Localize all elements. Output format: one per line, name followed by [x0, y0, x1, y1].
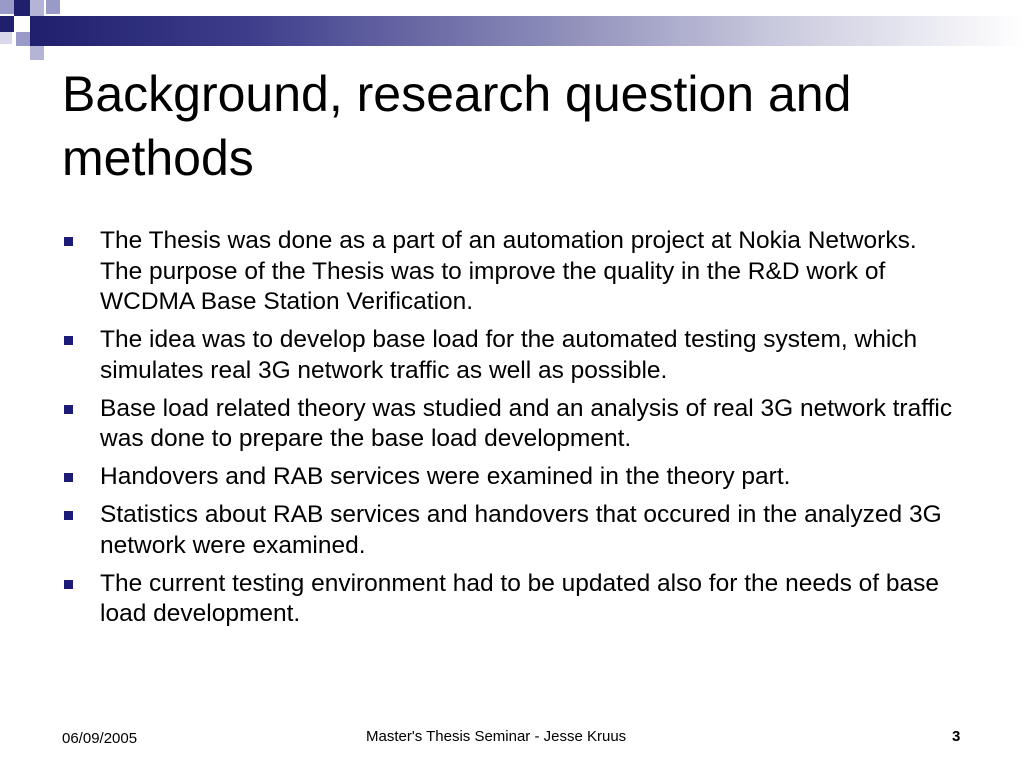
bullet-text: The idea was to develop base load for the automated testing system, which simulates real 3G network traffic as well as possible. [100, 326, 918, 384]
decor-square [14, 0, 30, 16]
square-bullet-icon [64, 237, 73, 246]
square-bullet-icon [64, 405, 73, 414]
bullet-list [62, 226, 962, 637]
decor-square [0, 0, 14, 14]
footer-date: 06/09/2005 [62, 730, 138, 747]
bullet-text: The current testing environment had to be updated also for the needs of base load development. [100, 569, 939, 627]
bullet-text: The Thesis was done as a part of an automation project at Nokia Networks. The purpose of the Thesis was to improve the quality in the R&D work of WCDMA Base Station Verification. [100, 227, 917, 315]
decor-square [0, 16, 14, 32]
decor-square [46, 0, 60, 14]
slide-title-line-2: methods [62, 130, 254, 186]
bullet-item [62, 500, 962, 561]
bullet-text: Statistics about RAB services and handovers that occured in the analyzed 3G network were examined. [100, 501, 942, 559]
decor-square [30, 46, 44, 60]
bullet-item [62, 394, 962, 455]
slide-title [62, 62, 1002, 190]
decor-square [30, 0, 44, 16]
bullet-text: Base load related theory was studied and an analysis of real 3G network traffic was done to prepare the base load development. [100, 394, 953, 452]
bullet-item [62, 226, 962, 318]
square-bullet-icon [64, 336, 73, 345]
bullet-item [62, 569, 962, 630]
bullet-item [62, 462, 962, 493]
slide-title-line-1: Background, research question and [62, 66, 852, 122]
footer-title: Master's Thesis Seminar - Jesse Kruus [366, 728, 627, 745]
bullet-item [62, 325, 962, 386]
decor-square [16, 32, 30, 46]
bullet-text: Handovers and RAB services were examined in the theory part. [100, 463, 791, 490]
square-bullet-icon [64, 511, 73, 520]
header-gradient-bar [30, 16, 1024, 46]
decor-square [14, 16, 30, 32]
square-bullet-icon [64, 473, 73, 482]
page-number: 3 [952, 728, 961, 745]
square-bullet-icon [64, 580, 73, 589]
decor-square [0, 32, 12, 44]
